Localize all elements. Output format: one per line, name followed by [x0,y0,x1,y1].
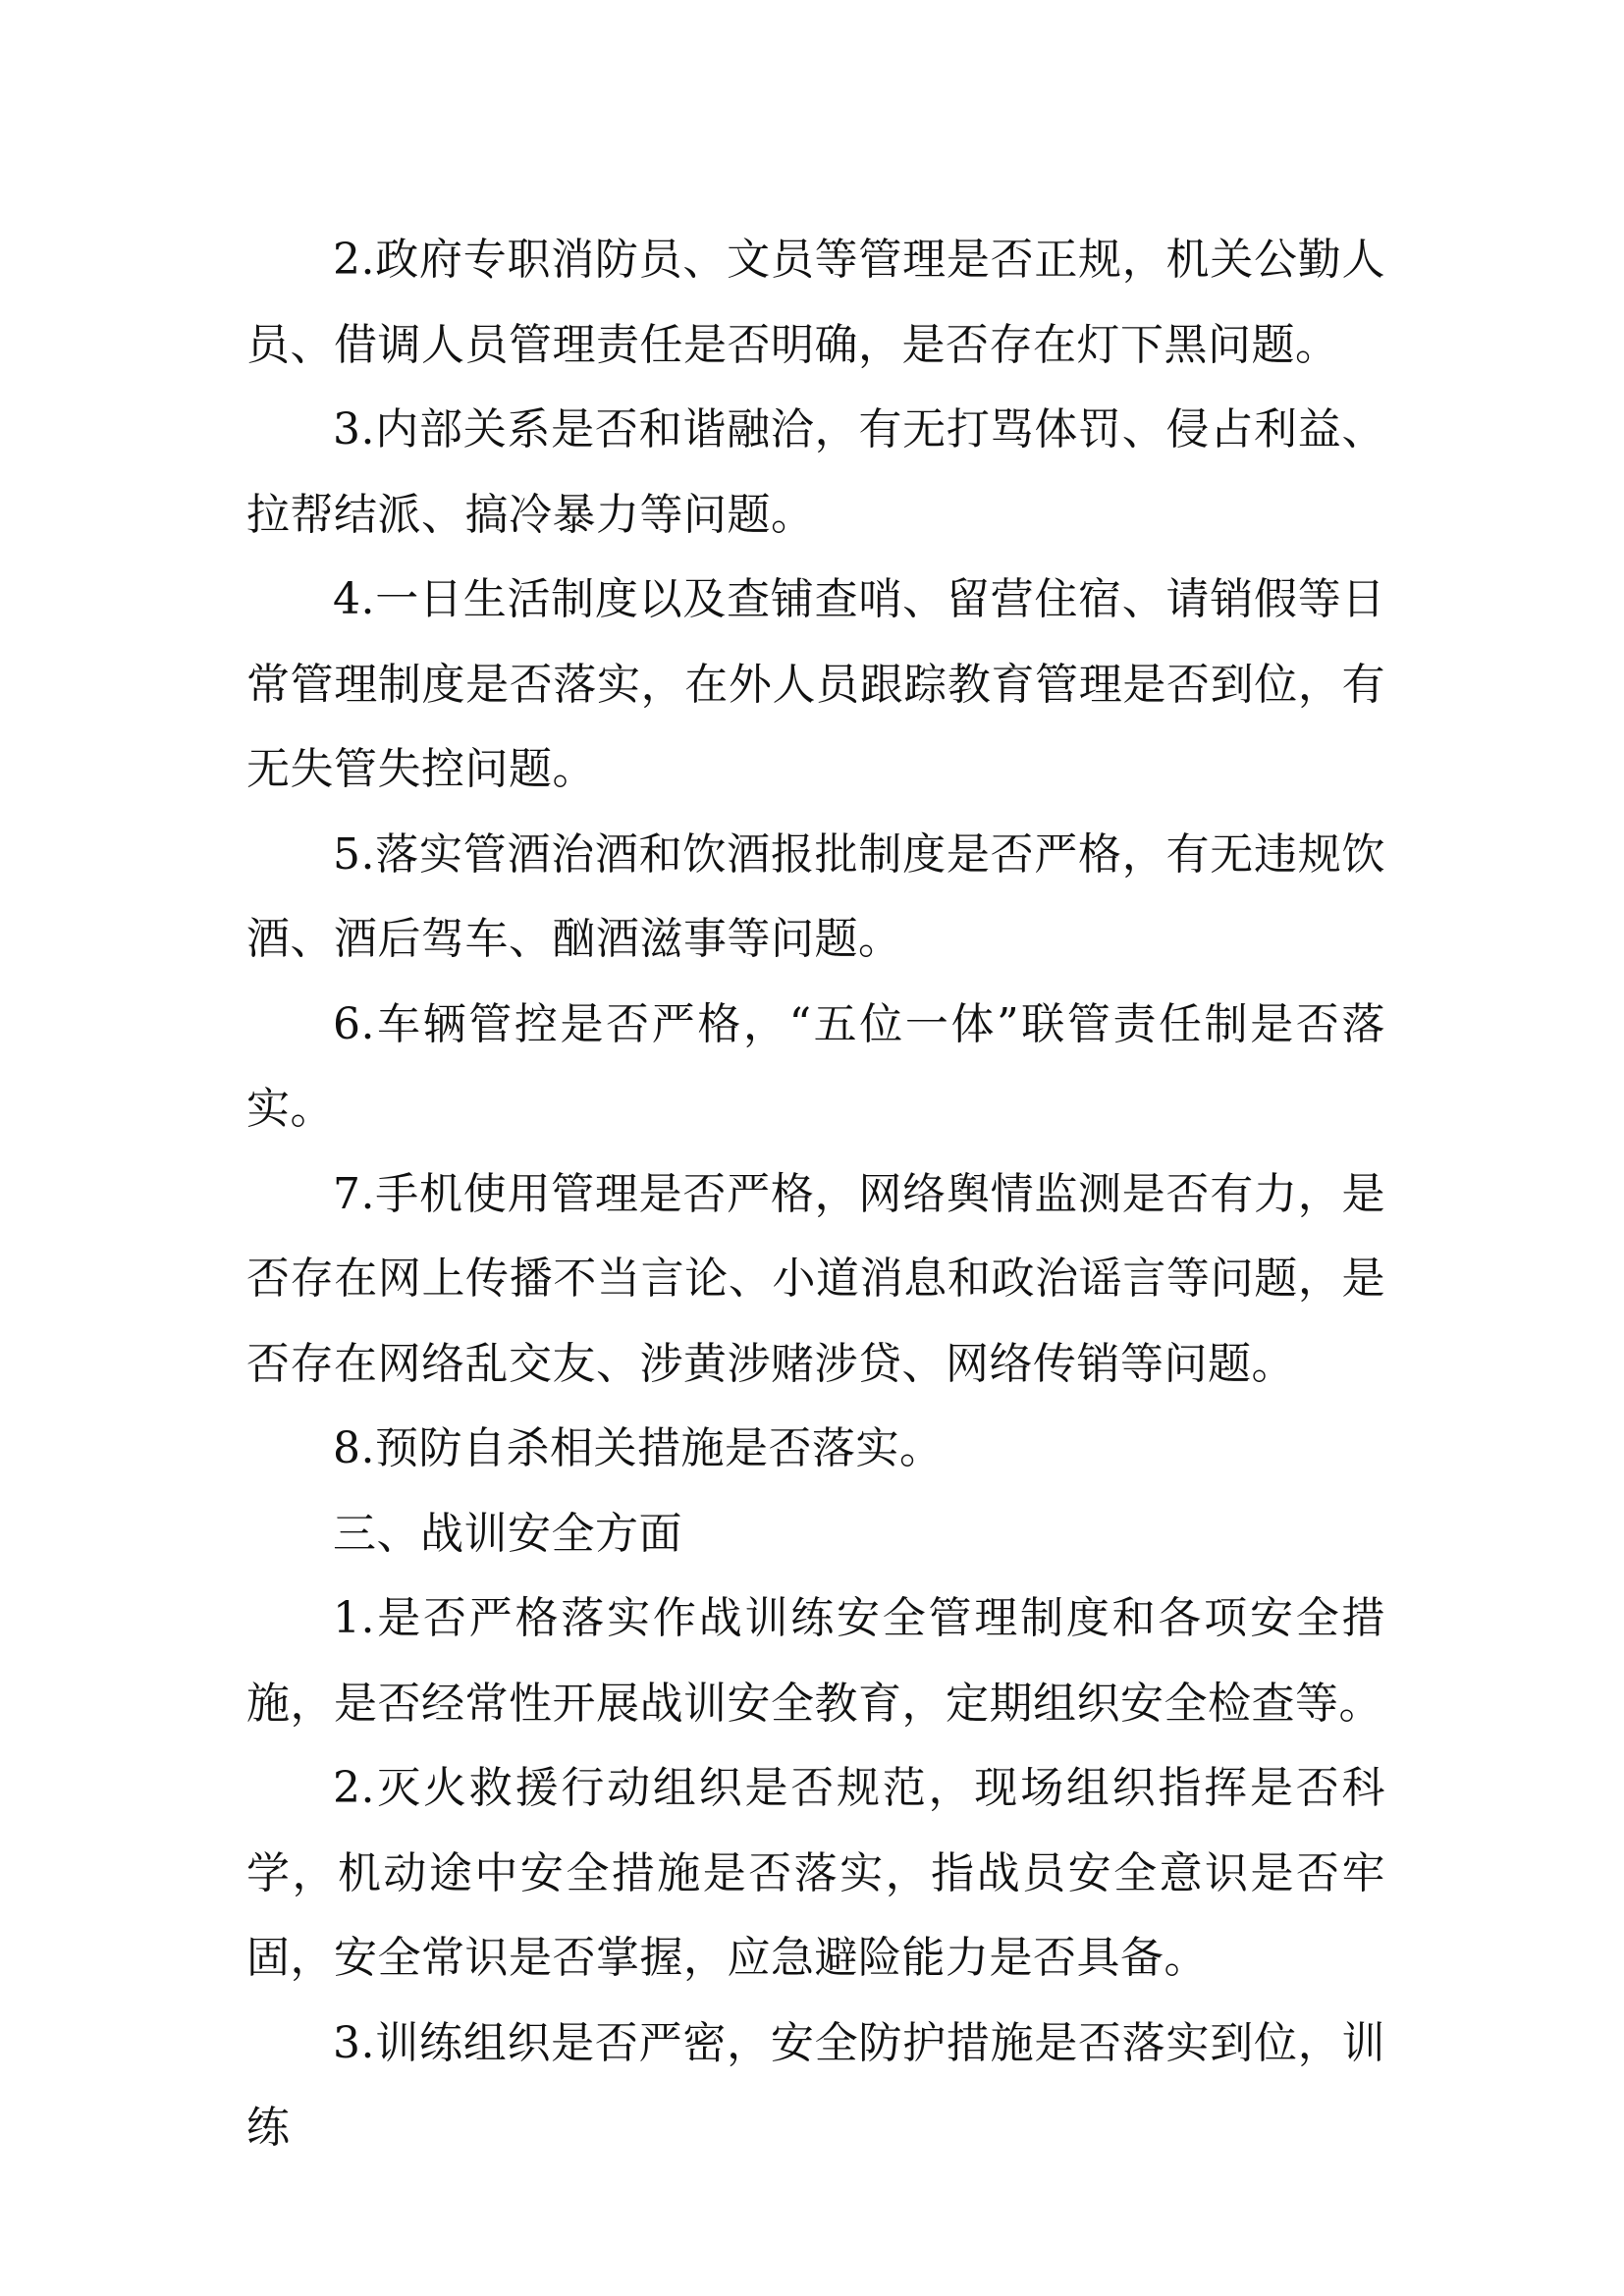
document-body [246,218,1385,2171]
section-heading-training-safety: 三、战训安全方面 [333,1508,682,1559]
paragraph-item-5-alcohol-control: 5.落实管酒治酒和饮酒报批制度是否严格，有无违规饮酒、酒后驾车、酗酒滋事等问题。 [246,828,1385,964]
paragraph-item-2-rescue-operations: 2.灭火救援行动组织是否规范，现场组织指挥是否科学，机动途中安全措施是否落实，指战员安全意识是否牢固，安全常识是否掌握，应急避险能力是否具备。 [246,1763,1385,1983]
paragraph-item-4-daily-life-system: 4.一日生活制度以及查铺查哨、留营住宿、请销假等日常管理制度是否落实，在外人员跟踪教育管理是否到位，有无失管失控问题。 [246,574,1385,794]
paragraph-item-1-training-safety-rules: 1.是否严格落实作战训练安全管理制度和各项安全措施，是否经常性开展战训安全教育，定期组织安全检查等。 [246,1593,1385,1729]
paragraph-item-7-phone-network: 7.手机使用管理是否严格，网络舆情监测是否有力，是否存在网上传播不当言论、小道消息和政治谣言等问题，是否存在网络乱交友、涉黄涉赌涉贷、网络传销等问题。 [246,1168,1385,1389]
paragraph-item-3-internal-relations: 3.内部关系是否和谐融洽，有无打骂体罚、侵占利益、拉帮结派、搞冷暴力等问题。 [246,404,1385,540]
paragraph-item-2-staff-management: 2.政府专职消防员、文员等管理是否正规，机关公勤人员、借调人员管理责任是否明确，是否存在灯下黑问题。 [246,235,1385,370]
paragraph-item-6-vehicle-control: 6.车辆管控是否严格，“五位一体”联管责任制是否落实。 [246,998,1385,1134]
paragraph-item-3-training-organization: 3.训练组织是否严密，安全防护措施是否落实到位，训练 [246,2017,1385,2153]
paragraph-item-8-suicide-prevention: 8.预防自杀相关措施是否落实。 [333,1423,944,1473]
